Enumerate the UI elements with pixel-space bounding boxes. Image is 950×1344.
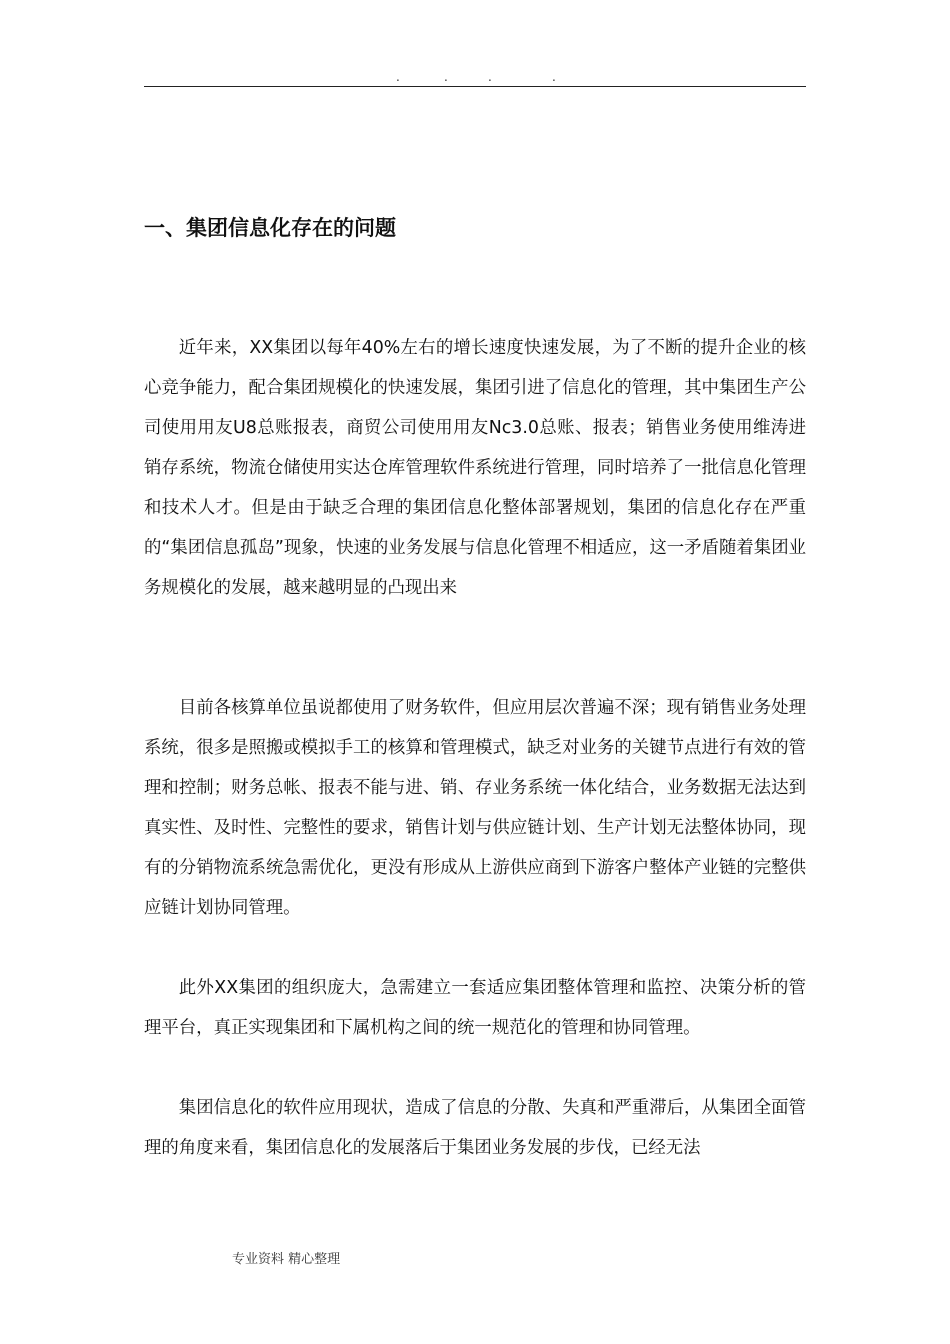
header-rule	[144, 86, 806, 87]
paragraph-2: 目前各核算单位虽说都使用了财务软件，但应用层次普遍不深；现有销售业务处理系统，很多是照搬或模拟手工的核算和管理模式，缺乏对业务的关键节点进行有效的管理和控制；财务总帐、报表不能与进、销、存业务系统一体化结合，业务数据无法达到真实性、及时性、完整性的要求，销售计划与供应链计划、生产计划无法整体协同，现有的分销物流系统急需优化，更没有形成从上游供应商到下游客户整体产业链的完整供应链计划协同管理。	[144, 698, 806, 918]
header-dot: .	[552, 70, 556, 84]
page-footer: 专业资料 精心整理	[232, 1252, 341, 1267]
header-dot: .	[444, 70, 448, 84]
section-heading: 一、集团信息化存在的问题	[144, 216, 396, 240]
paragraph-4: 集团信息化的软件应用现状，造成了信息的分散、失真和严重滞后，从集团全面管理的角度来看，集团信息化的发展落后于集团业务发展的步伐，已经无法	[144, 1098, 806, 1158]
header-dots	[380, 70, 580, 84]
header-dot: .	[488, 70, 492, 84]
header-dot: .	[396, 70, 400, 84]
paragraph-3: 此外XX集团的组织庞大，急需建立一套适应集团整体管理和监控、决策分析的管理平台，真正实现集团和下属机构之间的统一规范化的管理和协同管理。	[144, 978, 806, 1038]
paragraph-1: 近年来，XX集团以每年40%左右的增长速度快速发展，为了不断的提升企业的核心竞争能力，配合集团规模化的快速发展，集团引进了信息化的管理，其中集团生产公司使用用友U8总账报表，商贸公司使用用友Nc3.0总账、报表；销售业务使用维涛进销存系统，物流仓储使用实达仓库管理软件系统进行管理，同时培养了一批信息化管理和技术人才。但是由于缺乏合理的集团信息化整体部署规划，集团的信息化存在严重的“集团信息孤岛”现象，快速的业务发展与信息化管理不相适应，这一矛盾随着集团业务规模化的发展，越来越明显的凸现出来	[144, 338, 806, 598]
